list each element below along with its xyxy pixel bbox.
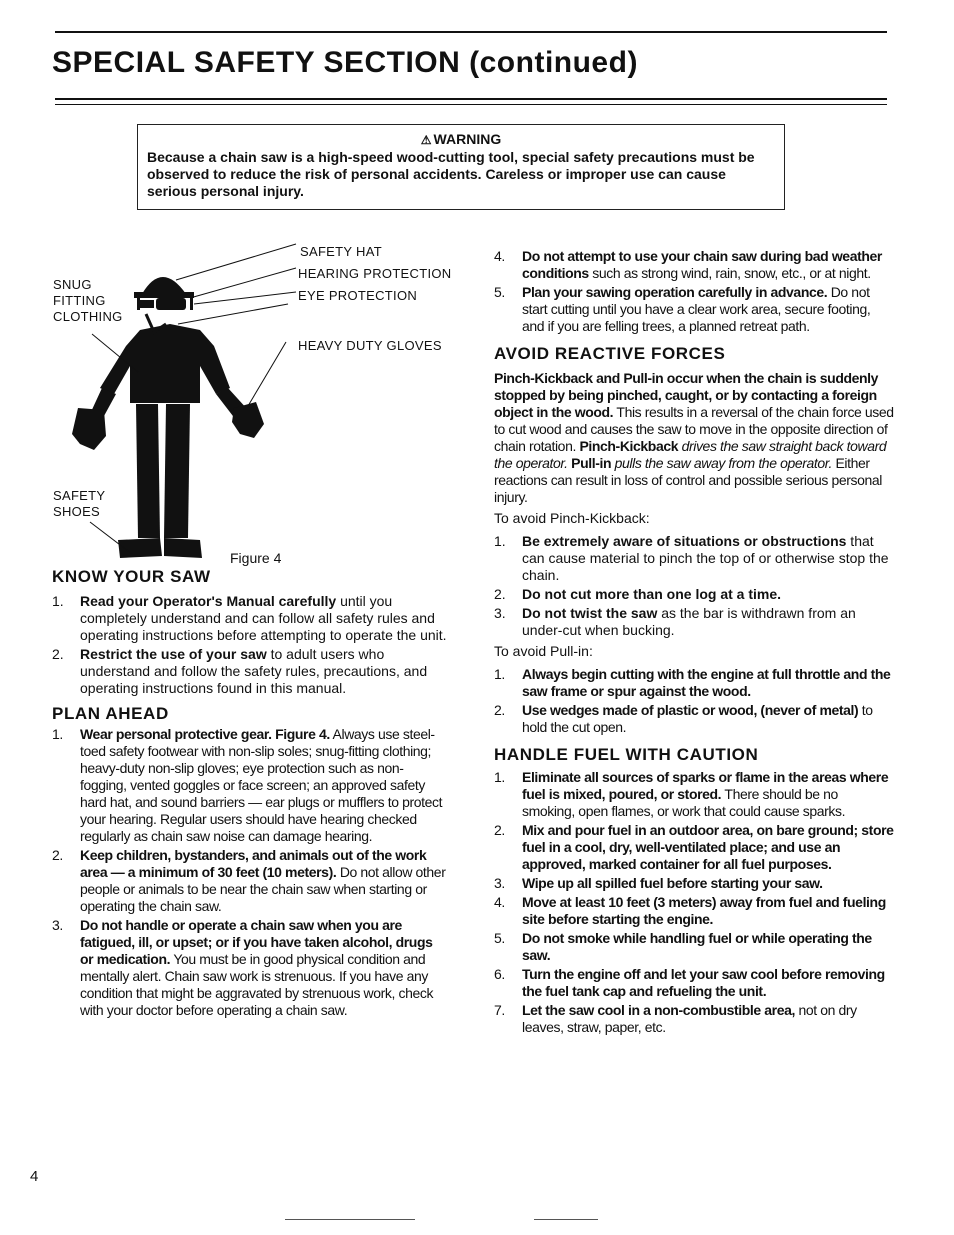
reactive-forces-paragraph: Pinch-Kickback and Pull-in occur when the chain is suddenly stopped by being pinched, caught, or by contacting a foreign object in the wood. This results in a reversal of the chain force used to cut wood and causes the saw to move in the opposite direction of chain rotation. Pinch-Kickback drives the saw straight back toward the operator. Pull-in pulls the saw away from the operator. Either reactions can result in loss of control and possible serious personal injury.: [494, 370, 894, 505]
warning-box: [137, 124, 785, 210]
list-item: 4. Move at least 10 feet (3 meters) away from fuel and fueling site before starting the engine.: [494, 894, 886, 927]
label-hearing-protection: HEARING PROTECTION: [298, 266, 452, 281]
glove-left: [72, 408, 106, 450]
title-underline-2: [55, 104, 887, 105]
footer-rule-left: [285, 1219, 415, 1220]
hat-brim: [134, 292, 194, 298]
list-item: 1. Eliminate all sources of sparks or flame in the areas where fuel is mixed, poured, or stored. There should be no smoking, open flames, or work that could cause sparks.: [494, 769, 889, 819]
title-underline-1: [55, 98, 887, 100]
label-fitting: FITTING: [53, 293, 106, 308]
heading-know-your-saw: KNOW YOUR SAW: [52, 567, 211, 586]
list-item: 5. Plan your sawing operation carefully in advance. Do not start cutting until you have a clear work area, secure footing, and if you are felling trees, a planned retreat path.: [494, 284, 871, 334]
list-item: 3. Do not handle or operate a chain saw when you are fatigued, ill, or upset; or if you have taken alcohol, drugs or medication. You must be in good physical condition and mentally alert. Chain saw work is strenuous. If you have any condition that might be aggravated by strenuous work, check with your doctor before operating a chain saw.: [52, 917, 434, 1018]
goggle-band: [156, 298, 186, 310]
list-item: 1. Always begin cutting with the engine at full throttle and the saw frame or spur against the wood.: [494, 666, 891, 699]
warning-text: Because a chain saw is a high-speed wood-cutting tool, special safety precautions must be observed to reduce the risk of personal accidents. Careless or improper use can cause serious personal injury.: [147, 149, 755, 199]
footer-rule-right: [534, 1219, 598, 1220]
heading-plan-ahead: PLAN AHEAD: [52, 704, 169, 723]
list-item: 2. Mix and pour fuel in an outdoor area, on bare ground; store fuel in a cool, dry, well-ventilated place; and use an approved, marked container for all fuel purposes.: [494, 822, 894, 872]
list-item: 1. Wear personal protective gear. Figure 4. Always use steel-toed safety footwear with non-slip soles; snug-fitting clothing; heavy-duty non-slip gloves; eye protection such as non-fogging, vented goggles or face screen; an approved safety hard hat, and sound barriers — ear plugs or mufflers to protect your hearing. Regular users should have hearing checked regularly as chain saw noise can damage hearing.: [52, 726, 443, 844]
torso-shape: [100, 324, 230, 403]
pull-in-intro: To avoid Pull-in:: [494, 643, 593, 659]
list-item: 5. Do not smoke while handling fuel or while operating the saw.: [494, 930, 872, 963]
handle-fuel-list: [494, 769, 894, 1036]
label-shoes: SHOES: [53, 504, 101, 519]
label-eye-protection: EYE PROTECTION: [298, 288, 418, 303]
safety-hat-shape: [142, 277, 186, 294]
list-item: 2. Restrict the use of your saw to adult users who understand and follow the safety rules, precautions, and operating instructions found in this manual.: [52, 646, 428, 696]
list-item: 4. Do not attempt to use your chain saw during bad weather conditions such as strong wind, rain, snow, etc., or at night.: [494, 248, 882, 281]
label-clothing: CLOTHING: [53, 309, 123, 324]
pinch-kickback-list: [494, 533, 894, 639]
plan-ahead-list-continued: [494, 248, 894, 335]
label-safety-hat: SAFETY HAT: [300, 244, 382, 259]
page-number: 4: [30, 1168, 39, 1185]
warning-icon: ⚠: [420, 133, 432, 147]
warning-heading: [138, 131, 784, 147]
label-heavy-duty-gloves: HEAVY DUTY GLOVES: [298, 338, 442, 353]
shoe-right: [164, 538, 202, 558]
list-item: 7. Let the saw cool in a non-combustible area, not on dry leaves, straw, paper, etc.: [494, 1002, 857, 1035]
pinch-kickback-intro: To avoid Pinch-Kickback:: [494, 510, 650, 526]
page-title: SPECIAL SAFETY SECTION (continued): [52, 46, 638, 79]
list-item: 2. Keep children, bystanders, and animals out of the work area — a minimum of 30 feet (10 meters). Do not allow other people or animals to be near the chain saw when starting or operating the chain saw.: [52, 847, 446, 914]
label-safety: SAFETY: [53, 488, 106, 503]
list-item: 1. Read your Operator's Manual carefully until you completely understand and can follow all safety rules and operating instructions before attempting to operate the unit.: [52, 593, 447, 643]
top-rule: [55, 31, 887, 33]
list-item: 6. Turn the engine off and let your saw cool before removing the fuel tank cap and refueling the unit.: [494, 966, 885, 999]
goggle-left: [140, 300, 154, 308]
figure-caption: Figure 4: [230, 550, 282, 566]
list-item: 2. Do not cut more than one log at a time.: [494, 586, 782, 602]
heading-handle-fuel: HANDLE FUEL WITH CAUTION: [494, 745, 759, 764]
warning-heading-text: WARNING: [433, 131, 502, 147]
glove-right: [232, 402, 264, 438]
pull-in-list: [494, 666, 894, 736]
heading-avoid-reactive-forces: AVOID REACTIVE FORCES: [494, 344, 726, 363]
right-column: [494, 248, 894, 1038]
list-item: 1. Be extremely aware of situations or obstructions that can cause material to pinch the top of or otherwise stop the chain.: [494, 533, 889, 583]
label-snug: SNUG: [53, 277, 92, 292]
list-item: 3. Do not twist the saw as the bar is withdrawn from an under-cut when bucking.: [494, 605, 856, 638]
plan-ahead-list: [52, 726, 448, 1019]
list-item: 2. Use wedges made of plastic or wood, (never of metal) to hold the cut open.: [494, 702, 873, 735]
list-item: 3. Wipe up all spilled fuel before starting your saw.: [494, 875, 823, 891]
know-your-saw-list: [52, 593, 448, 697]
left-column: [52, 568, 448, 1021]
